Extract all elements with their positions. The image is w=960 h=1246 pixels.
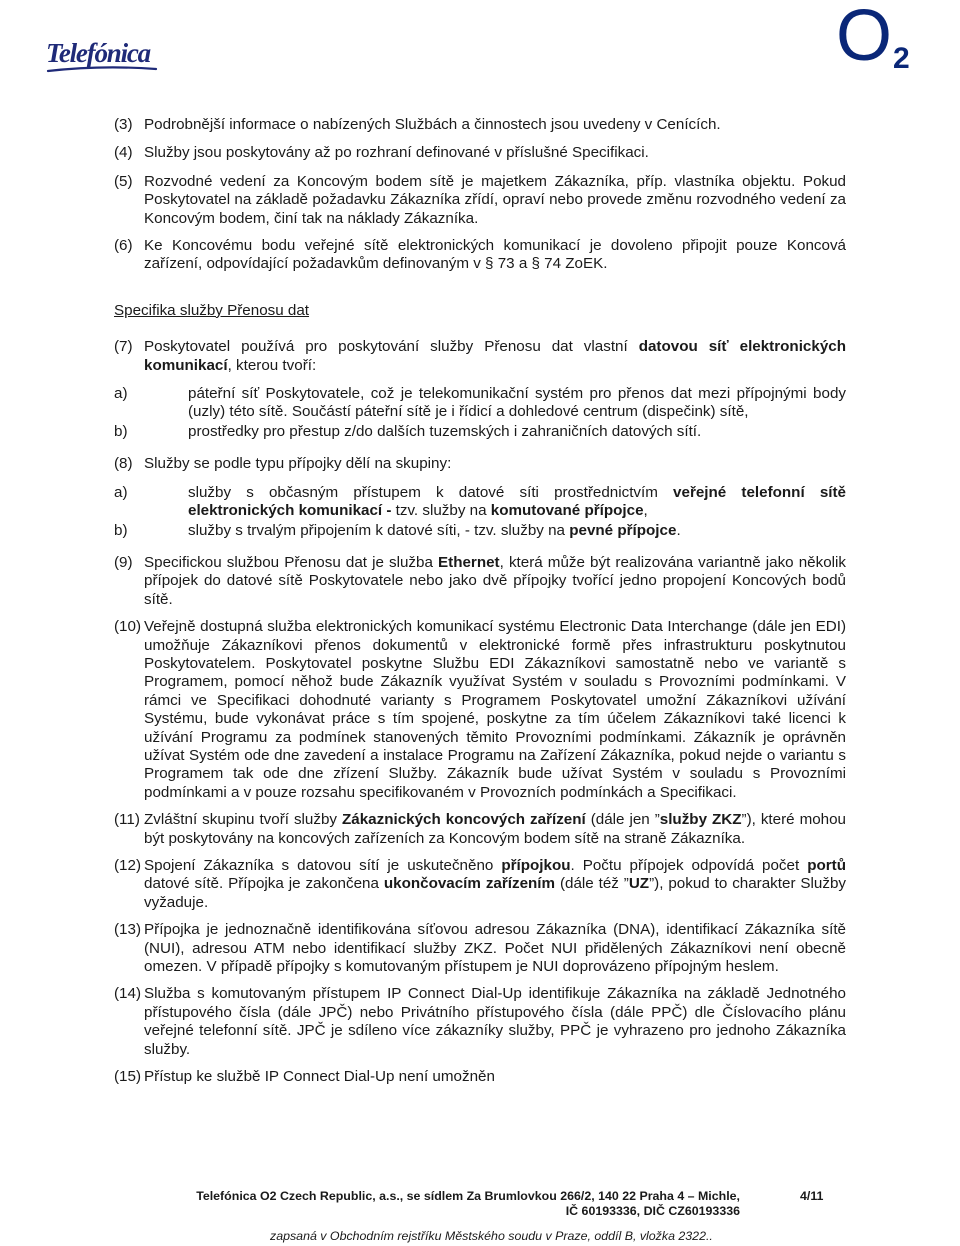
bold-term: veřejné telefonní sítě elektronických komunikací - bbox=[188, 483, 846, 520]
bold-term: pevné přípojce bbox=[569, 521, 677, 539]
paragraph-5 bbox=[114, 173, 846, 228]
page-number: 4/11 bbox=[800, 1189, 824, 1203]
paragraph-8 bbox=[114, 455, 846, 473]
list-item bbox=[114, 522, 846, 540]
paragraph-text: Poskytovatel používá pro poskytování služby Přenosu dat vlastní bbox=[144, 338, 639, 356]
bold-term: ukončovacím zařízením bbox=[383, 875, 556, 893]
telefonica-logo-text: Telefónica bbox=[46, 38, 150, 68]
paragraph-text: (dále jen ” bbox=[585, 811, 660, 829]
paragraph-text: datové sítě. Přípojka je zakončena bbox=[144, 875, 384, 893]
paragraph-number: (4) bbox=[114, 144, 133, 162]
paragraph-number: (10) bbox=[114, 618, 142, 636]
paragraph-text: , která může být realizována variantně jako několik přípojek do datové sítě Poskytovatele nebo jako dvě přípojky tvořící jedno propojení Koncových bodů sítě. bbox=[144, 553, 846, 608]
paragraph-number: (8) bbox=[114, 455, 133, 473]
footer-company-info bbox=[170, 1189, 740, 1219]
paragraph-13 bbox=[114, 921, 846, 976]
paragraph-7 bbox=[114, 338, 846, 375]
paragraph-number: (5) bbox=[114, 172, 133, 190]
paragraph-number: (13) bbox=[114, 921, 142, 939]
paragraph-text: . Počtu přípojek odpovídá počet bbox=[570, 857, 808, 874]
telefonica-swoosh-icon bbox=[46, 64, 158, 74]
list-item bbox=[114, 484, 846, 521]
paragraph-number: (15) bbox=[114, 1068, 142, 1086]
list-item-label: b) bbox=[114, 521, 128, 539]
o2-logo bbox=[836, 0, 920, 80]
paragraph-number: (6) bbox=[114, 237, 133, 255]
o2-logo-digit: 2 bbox=[893, 42, 910, 75]
paragraph-text: (dále též ” bbox=[555, 875, 629, 893]
paragraph-4 bbox=[114, 144, 846, 162]
telefonica-logo bbox=[46, 38, 158, 82]
paragraph-text: Podrobnější informace o nabízených Službách a činnostech jsou uvedeny v Cenících. bbox=[144, 116, 721, 133]
paragraph-number: (9) bbox=[114, 553, 133, 571]
bold-term: Zákaznických koncových zařízení bbox=[341, 811, 586, 829]
paragraph-number: (3) bbox=[114, 116, 133, 133]
paragraph-text: Zvláštní skupinu tvoří služby bbox=[144, 811, 342, 829]
paragraph-text: , kterou tvoří: bbox=[227, 356, 317, 374]
bold-term: UZ bbox=[628, 875, 650, 893]
paragraph-text: Ke Koncovému bodu veřejné sítě elektronických komunikací je dovoleno připojit pouze Koncová zařízení, odpovídající požadavkům definovaným v § 73 a § 74 ZoEK. bbox=[144, 237, 846, 273]
paragraph-12 bbox=[114, 857, 846, 912]
list-item-text: prostředky pro přestup z/do dalších tuzemských i zahraničních datových sítí. bbox=[188, 422, 702, 440]
list-item-text: služby s trvalým připojením k datové síti, - tzv. služby na bbox=[188, 521, 570, 539]
paragraph-text: Spojení Zákazníka s datovou sítí je uskutečněno bbox=[144, 857, 502, 874]
paragraph-6 bbox=[114, 237, 846, 274]
list-item-text: . bbox=[676, 521, 681, 539]
paragraph-text: Služby se podle typu přípojky dělí na skupiny: bbox=[144, 455, 452, 473]
list-item-text: páteřní síť Poskytovatele, což je telekomunikační systém pro přenos dat mezi přípojnými body (uzly) této sítě. Součástí páteřní sítě je i řídicí a dohledové centrum (dispečink) sítě, bbox=[188, 385, 846, 421]
paragraph-number: (11) bbox=[114, 811, 140, 829]
paragraph-8-list bbox=[114, 483, 846, 540]
list-item bbox=[114, 385, 846, 422]
bold-term: komutované přípojce bbox=[490, 502, 644, 520]
list-item bbox=[114, 423, 846, 441]
list-item-text: služby s občasným přístupem k datové síti prostřednictvím bbox=[188, 483, 674, 501]
paragraph-3 bbox=[114, 116, 846, 134]
o2-logo-letter: O bbox=[836, 0, 893, 76]
paragraph-text: ”), které mohou být poskytovány na koncových zařízeních za Koncovým bodem sítě na straně Zákazníka. bbox=[144, 811, 847, 847]
list-item-text: tzv. služby na bbox=[391, 502, 491, 520]
paragraph-text: Veřejně dostupná služba elektronických komunikací systému Electronic Data Interchange (dále jen EDI) umožňuje Zákazníkovi přenos dokumentů v elektronické formě přes infrastrukturu poskytnutou Poskytovatelem. Poskytovatel poskytne Službu EDI Zákazníkovi samostatně nebo ve variantě s Programem, pomocí něhož bude Zákazník využívat Systém v souladu s Provozními podmínkami. V rámci ve Specifikaci dohodnuté varianty s Programem Poskytovatel umožní Zákazníkovi užívání Systému, bude vykonávat práce s tím spojené, poskytne za tím účelem Zákazníkovi také licenci k užívání Programu za podmínek stanovených těmito Provozními podmínkami. Zákazník je oprávněn užívat Systém ode dne zavedení a instalace Programu na Zařízení Zákazníka, pokud nejde o variantu s Programem tak ode dne zřízení Služby. Zákazník bude užívat Systém v souladu s Provozními podmínkami a v pouze rozsahu specifikovaném v Provozních podmínkách a Specifikaci. bbox=[144, 618, 846, 801]
document-body bbox=[114, 116, 846, 1095]
paragraph-text: Přípojka je jednoznačně identifikována síťovou adresou Zákazníka (DNA), identifikací Zákazníka sítě (NUI), adresou ATM nebo identifikací služby ZKZ. Počet NUI přidělených Zákazníkovi není obecně omezen. V případě přípojky s komutovaným přístupem je NUI doprovázeno přípojným heslem. bbox=[144, 921, 846, 976]
paragraph-text: Služby jsou poskytovány až po rozhraní definované v příslušné Specifikaci. bbox=[144, 144, 649, 162]
footer-registry: zapsaná v Obchodním rejstříku Městského soudu v Praze, oddíl B, vložka 2322.. bbox=[270, 1229, 713, 1243]
section-title: Specifika služby Přenosu dat bbox=[114, 301, 310, 319]
paragraph-number: (14) bbox=[114, 985, 142, 1003]
list-item-label: b) bbox=[114, 422, 128, 440]
paragraph-number: (7) bbox=[114, 338, 133, 356]
paragraph-number: (12) bbox=[114, 857, 142, 874]
paragraph-10 bbox=[114, 618, 846, 802]
bold-term: přípojkou bbox=[501, 857, 571, 874]
paragraph-text: ”), pokud to charakter Služby vyžaduje. bbox=[144, 875, 846, 911]
paragraph-text: Rozvodné vedení za Koncovým bodem sítě je majetkem Zákazníka, příp. vlastníka objektu. Pokud Poskytovatel na základě požadavku Zákazníka zřídí, opraví nebo provede změnu rozvodného vedení za Koncovým bodem, činí tak na náklady Zákazníka. bbox=[144, 172, 846, 227]
paragraph-11 bbox=[114, 811, 846, 848]
paragraph-text: Přístup ke službě IP Connect Dial-Up není umožněn bbox=[144, 1068, 495, 1086]
bold-term: portů bbox=[807, 857, 846, 874]
page-header bbox=[0, 0, 960, 100]
paragraph-9 bbox=[114, 554, 846, 609]
bold-term: Ethernet bbox=[438, 553, 500, 571]
paragraph-7-list bbox=[114, 385, 846, 441]
list-item-label: a) bbox=[114, 385, 128, 403]
paragraph-14 bbox=[114, 985, 846, 1059]
bold-term: datovou síť elektronických komunikací bbox=[144, 338, 846, 374]
list-item-text: , bbox=[643, 502, 648, 520]
paragraph-text: Služba s komutovaným přístupem IP Connect Dial-Up identifikuje Zákazníka na základě Jednotného přístupového čísla (dále JPČ) nebo Privátního přístupového čísla (dále PPČ) dle Číslovacího plánu veřejné telefonní sítě. JPČ je sdíleno více zákazníky služby, PPČ je vyhrazeno pro jednoho Zákazníka služby. bbox=[144, 985, 846, 1058]
list-item-label: a) bbox=[114, 483, 128, 501]
footer-ids: IČ 60193336, DIČ CZ60193336 bbox=[565, 1204, 740, 1218]
bold-term: služby ZKZ bbox=[659, 811, 742, 829]
footer-address: Telefónica O2 Czech Republic, a.s., se sídlem Za Brumlovkou 266/2, 140 22 Praha 4 – Michle, bbox=[196, 1189, 740, 1203]
paragraph-15 bbox=[114, 1068, 846, 1086]
paragraph-text: Specifickou službou Přenosu dat je služba bbox=[144, 553, 439, 571]
